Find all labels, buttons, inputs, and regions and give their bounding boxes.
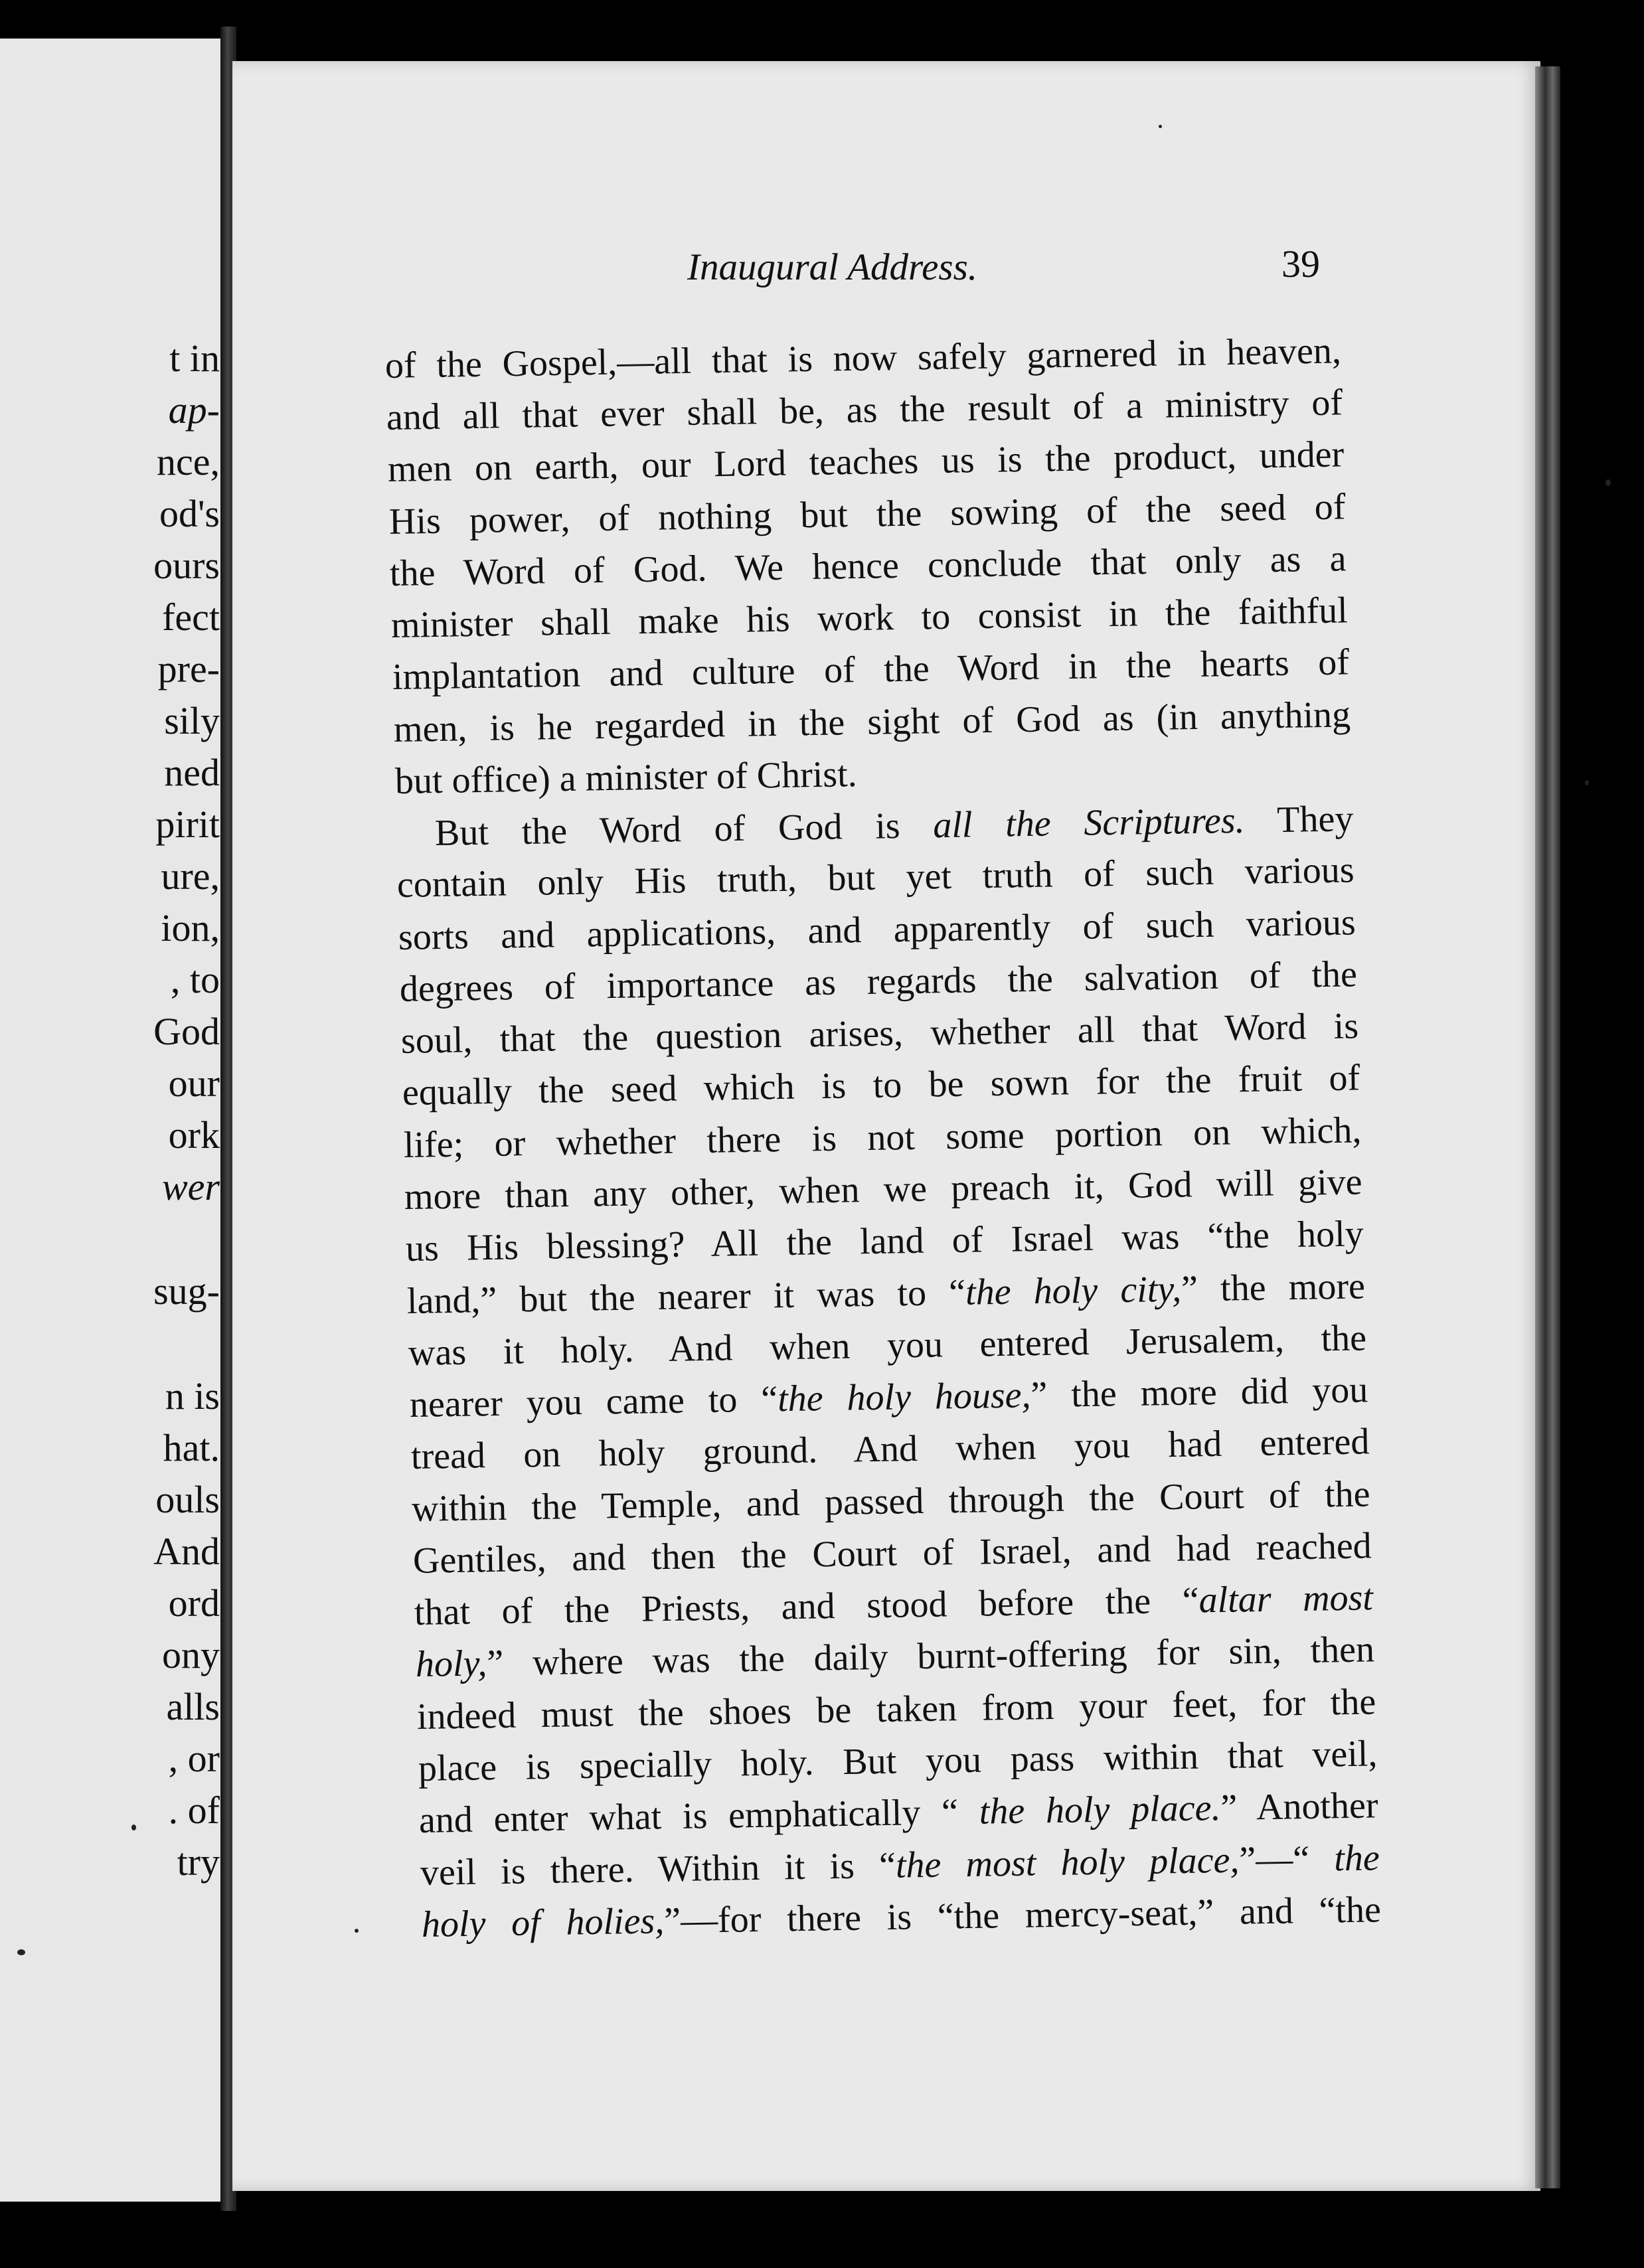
facing-page-line: t in bbox=[169, 337, 220, 380]
scan-speck bbox=[17, 1949, 25, 1955]
text-run: life; or whether there is not some portion on which, bbox=[403, 1109, 1362, 1166]
facing-page-line: nce, bbox=[157, 440, 220, 483]
text-line bbox=[420, 1836, 1380, 1894]
text-run: more than any other, when we preach it, God will give bbox=[404, 1161, 1363, 1218]
text-run: His power, of nothing but the sowing of the seed of bbox=[388, 485, 1346, 542]
italic-phrase: all the Scriptures. bbox=[932, 799, 1245, 847]
italic-phrase: the bbox=[1333, 1836, 1380, 1879]
text-line bbox=[394, 753, 857, 802]
text-line bbox=[403, 1111, 1361, 1164]
facing-page-line: ap- bbox=[168, 388, 220, 432]
text-line bbox=[390, 540, 1347, 592]
text-run: men on earth, our Lord teaches us is the product, under bbox=[387, 434, 1345, 491]
facing-page-line: , or bbox=[168, 1737, 220, 1780]
facing-page-line: , to bbox=[170, 958, 220, 1001]
page-number: 39 bbox=[1281, 242, 1320, 285]
text-line bbox=[407, 1267, 1366, 1320]
italic-phrase: altar most bbox=[1198, 1577, 1374, 1621]
text-run: that of the Priests, and stood before the “ bbox=[414, 1580, 1200, 1634]
text-run: soul, that the question arises, whether all that Word is bbox=[400, 1005, 1359, 1062]
text-run: of the Gospel,—all that is now safely garnered in heaven, bbox=[384, 330, 1342, 386]
facing-page-line: And bbox=[153, 1530, 220, 1573]
italic-phrase: the most holy place, bbox=[895, 1839, 1240, 1886]
text-line bbox=[388, 485, 1346, 542]
text-line bbox=[400, 1005, 1359, 1062]
text-line bbox=[410, 1423, 1369, 1476]
italic-phrase: holy of holies, bbox=[421, 1900, 665, 1945]
facing-page-line: . of bbox=[168, 1789, 220, 1832]
text-run: ” where was the daily burnt-offering for sin, then bbox=[486, 1629, 1375, 1684]
facing-page-line: try bbox=[177, 1840, 220, 1884]
text-run: ”—“ bbox=[1239, 1837, 1335, 1881]
text-run: They bbox=[1244, 798, 1354, 841]
text-line bbox=[412, 1475, 1370, 1528]
facing-page-line: our bbox=[168, 1062, 220, 1105]
text-line bbox=[416, 1683, 1376, 1736]
text-run: implantation and culture of the Word in the hearts of bbox=[392, 641, 1350, 698]
italic-phrase: the holy city, bbox=[965, 1268, 1182, 1313]
facing-page-line: pirit bbox=[155, 803, 220, 846]
facing-page-line: ion, bbox=[161, 906, 220, 949]
facing-page-line: sug- bbox=[153, 1269, 220, 1313]
text-run: and all that ever shall be, as the result of a ministry of bbox=[386, 382, 1343, 438]
text-line bbox=[408, 1319, 1366, 1372]
facing-page-line: alls bbox=[166, 1685, 220, 1728]
text-line bbox=[418, 1733, 1378, 1790]
text-run: ”—for there is “the mercy-seat,” and “the bbox=[663, 1889, 1382, 1942]
text-run: ” the more bbox=[1181, 1265, 1366, 1310]
scan-speck bbox=[355, 1929, 359, 1933]
text-line bbox=[385, 332, 1342, 384]
scan-speck bbox=[131, 1824, 136, 1830]
facing-page-line: fect bbox=[162, 596, 220, 639]
text-run: the Word of God. We hence conclude that only as a bbox=[389, 538, 1347, 594]
text-line bbox=[413, 1527, 1372, 1580]
italic-phrase: holy, bbox=[415, 1643, 487, 1686]
facing-page-line: ours bbox=[153, 544, 220, 587]
italic-phrase: the holy house, bbox=[777, 1374, 1031, 1420]
facing-page-line: sily bbox=[164, 699, 220, 742]
facing-page-line: ned bbox=[164, 751, 220, 794]
facing-page-line: ony bbox=[162, 1633, 220, 1676]
text-line bbox=[393, 693, 1351, 750]
text-run: veil is there. Within it is “ bbox=[420, 1844, 896, 1894]
italic-phrase: the holy place. bbox=[979, 1787, 1222, 1833]
text-run: tread on holy ground. And when you had entered bbox=[410, 1421, 1370, 1478]
text-line bbox=[396, 849, 1355, 906]
text-line bbox=[386, 384, 1343, 436]
text-run: ” Another bbox=[1220, 1785, 1379, 1829]
facing-page-line: pre- bbox=[157, 647, 220, 690]
facing-page-line: n is bbox=[165, 1374, 220, 1418]
text-run: nearer you came to “ bbox=[409, 1378, 778, 1426]
text-line bbox=[409, 1369, 1368, 1426]
text-line bbox=[390, 590, 1349, 647]
text-line bbox=[392, 641, 1350, 698]
text-line bbox=[405, 1213, 1364, 1270]
text-run: ” the more did you bbox=[1030, 1369, 1368, 1416]
text-line bbox=[398, 904, 1356, 956]
text-run: land,” but the nearer it was to “ bbox=[406, 1271, 966, 1322]
text-line bbox=[419, 1787, 1378, 1840]
text-run: degrees of importance as regards the salvation of the bbox=[399, 953, 1358, 1010]
facing-page-line: ord bbox=[168, 1581, 220, 1625]
text-run: us His blessing? All the land of Israel was “the holy bbox=[405, 1213, 1364, 1270]
text-line bbox=[402, 1057, 1360, 1114]
facing-page-line: hat. bbox=[163, 1426, 220, 1469]
text-run: contain only His truth, but yet truth of such various bbox=[396, 849, 1355, 906]
text-run: minister shall make his work to consist in the faithful bbox=[390, 590, 1349, 647]
text-line bbox=[400, 955, 1358, 1008]
text-run: Gentiles, and then the Court of Israel, and had reached bbox=[412, 1525, 1372, 1581]
text-run: sorts and applications, and apparently of such various bbox=[398, 902, 1356, 958]
text-run: but office) a minister of Christ. bbox=[394, 753, 857, 802]
facing-page-line: ork bbox=[168, 1113, 220, 1157]
text-line bbox=[422, 1891, 1382, 1943]
text-run: within the Temple, and passed through the Court of the bbox=[411, 1473, 1371, 1530]
text-run: equally the seed which is to be sown for the fruit of bbox=[402, 1057, 1360, 1114]
running-title: Inaugural Address. bbox=[687, 246, 978, 288]
text-line bbox=[434, 800, 1353, 852]
scan-speck bbox=[1159, 125, 1162, 128]
text-line bbox=[387, 436, 1344, 489]
text-run: and enter what is emphatically “ bbox=[418, 1791, 980, 1842]
text-run: But the Word of God is bbox=[434, 805, 934, 854]
text-line bbox=[415, 1631, 1374, 1684]
facing-page-line: ure, bbox=[161, 854, 220, 898]
text-run: men, is he regarded in the sight of God as (in anything bbox=[393, 693, 1351, 750]
text-line bbox=[404, 1163, 1362, 1216]
text-run: place is specially holy. But you pass within that veil, bbox=[418, 1733, 1378, 1790]
text-run: indeed must the shoes be taken from your feet, for the bbox=[416, 1681, 1376, 1738]
facing-page-line: God bbox=[153, 1010, 220, 1053]
facing-page-line: ouls bbox=[155, 1478, 220, 1521]
scan-speck bbox=[1585, 780, 1589, 785]
text-run: was it holy. And when you entered Jerusalem, the bbox=[408, 1317, 1367, 1374]
facing-page-line: od's bbox=[159, 492, 220, 535]
scan-speck bbox=[1605, 479, 1611, 486]
facing-page-line: wer bbox=[162, 1165, 220, 1208]
text-line bbox=[414, 1577, 1374, 1634]
